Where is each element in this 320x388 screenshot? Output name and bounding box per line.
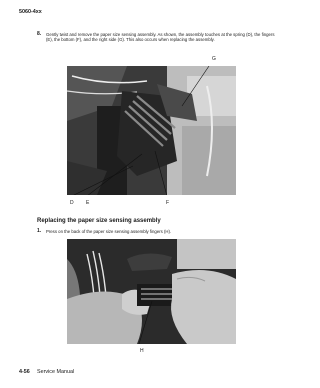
- step-1: [37, 229, 275, 237]
- page-number: 4-56: [19, 369, 30, 375]
- section-heading: Replacing the paper size sensing assembly: [37, 218, 161, 224]
- photo-1-illustration: [67, 66, 236, 195]
- photo-2-illustration: [67, 239, 236, 344]
- step-1-number: 1.: [37, 228, 42, 234]
- callout-label-g: G: [212, 56, 216, 62]
- footer-manual-title: Service Manual: [37, 369, 75, 375]
- photo-sensing-assembly-fingers: [67, 239, 236, 344]
- callout-label-h: H: [140, 348, 144, 354]
- step-8-number: 8.: [37, 31, 42, 37]
- callout-label-d: D: [70, 200, 74, 206]
- callout-label-e: E: [86, 200, 90, 206]
- step-1-text: Press on the back of the paper size sensing assembly fingers (H).: [46, 229, 172, 234]
- callout-label-f: F: [166, 200, 170, 206]
- step-8: [37, 32, 275, 62]
- photo-sensing-assembly-removal: [67, 66, 236, 195]
- manual-model-code: 5060-4xx: [19, 9, 42, 15]
- step-8-text: Gently twist and remove the paper size sensing assembly. As shown, the assembly touches at the spring (D), the fingers (E), the bottom (F), and the right side (G). This also occurs when replacing the assembly.: [46, 32, 275, 43]
